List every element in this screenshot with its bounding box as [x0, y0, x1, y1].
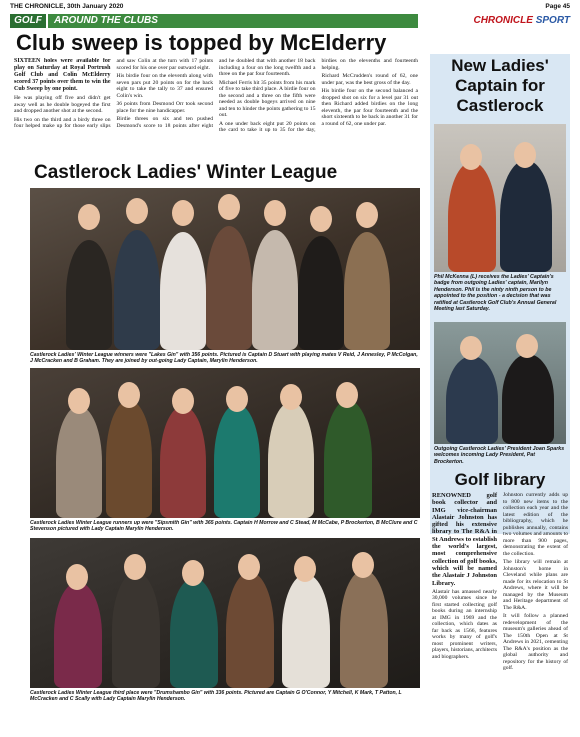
story-paragraph: Birdie threes on six and ten pushed Desmond's score to 18 points after eight and he doubled that with another 18 back including a four on the long twelfth and a three on the par four fourteenth. [116, 58, 316, 129]
ladies-president-caption: Outgoing Castlerock Ladies' President Joan Sparks welcomes incoming Lady President, Pat Brockerton. [434, 446, 565, 465]
masthead [10, 3, 570, 13]
sidebar-title: New Ladies' Captain for Castlerock [451, 56, 549, 115]
photo-caption: Castlerock Ladies Winter League third place were "Drumshambo Gin" with 336 points. Pictured are Captain G O'Connor, Y Mitchell, K Mark, T Patton, L McCracken and C Scally with Lady Captain Marylin Henderson. [30, 690, 402, 703]
golf-library-lead: RENOWNED golf book collector and IMG vice-chairman Alastair Johnston has gifted his extensive library to The R&A in St Andrews to establish the world's largest, most comprehensive collection of golf books, which will be named the Alastair J Johnston Library. [432, 492, 497, 587]
story-paragraph: His birdie four on the eleventh along with seven pars put 20 points on for the back eight to take the tally to 37 and ensured Colin's win. [116, 73, 213, 99]
library-paragraph: It will follow a planned redevelopment of the museum's galleries ahead of The 150th Open at St Andrews in 2021, cementing The R&A's position as the global authority and repository for the history of golf. [503, 613, 568, 671]
main-headline: Club sweep is topped by McElderry [16, 30, 387, 55]
winter-league-third-place-photo [30, 538, 420, 688]
story-paragraph: A one under back eight put 20 points on the card to take it up to 35 for the day, birdies on the elevenths and fourteenth helping. [219, 58, 418, 133]
brand-sport: SPORT [535, 15, 570, 26]
story-paragraph: Michael Ferris hit 35 points from his mark of five to take third place. A birdie four on the second and a three on the fifth were needed as double bogeys arrived on nine and ten to hinder the points gathering to 15 out. [219, 79, 316, 118]
winter-league-runners-up-photo [30, 368, 420, 518]
winter-league-title: Castlerock Ladies' Winter League [34, 162, 338, 183]
story-paragraph: Richard McCrudden's round of 62, one under par, was the best gross of the day. [321, 73, 418, 86]
library-paragraph: Johnston currently adds up to 800 new items to the collection each year and the latest edition of the bibliography, which he publishes annually, contains two volumes and amounts to more than 900 pages, demonstrating the extent of the collection. [503, 492, 568, 557]
story-paragraph: He was playing off five and didn't get away well as he double bogeyed the first and dropped another shot at the second. [14, 95, 111, 114]
winter-league-winners-photo [30, 188, 420, 350]
section-golf-label: GOLF [10, 14, 46, 28]
library-paragraph: Alastair has amassed nearly 30,000 volumes since he first started collecting golf books during an internship at IMG in 1969 and the collection, which dates as far back as 1566, features works by many of golf's most prominent writers, players, historians, architects and biographers. [432, 588, 497, 660]
page-number: Page 45 [545, 3, 570, 10]
photo-caption: Castlerock Ladies' Winter League winners were "Lakes Gin" with 356 points. Pictured is Captain D Stuart with playing mates V Reid, J Annesley, P McColgan, J McCracken and B Graham. They are joined by out-going Lady Captain, Marylin Henderson. [30, 352, 418, 365]
section-around-label: AROUND THE CLUBS [48, 14, 418, 28]
masthead-date: THE CHRONICLE, 30th January 2020 [10, 3, 124, 10]
library-paragraph: The library will remain at Johnston's home in Cleveland while plans are made for its relocation to St Andrews, where it will be managed by the Museum and Heritage department of The R&A. [503, 559, 568, 611]
ladies-captain-caption: Phil McKenna (L) receives the Ladies' Captain's badge from outgoing Ladies' captain, Marilyn Henderson. Phil is the ninty ninth person to be appointed to the position - a decision that was ratified at Castlerock Golf Club's Annual General Meeting last Saturday. [434, 274, 557, 313]
story-paragraph: His two on the third and a birdy three on four helped make up for those early slips and saw Colin at the turn with 17 points scored for his one over par outward eight. [14, 58, 213, 129]
story-paragraph: His birdie four on the second balanced a dropped shot on six for a level par 31 out then Richard added birdies on the long eleventh, the par four fourteenth and the short sixteenth to be back in another 31 for a round of 62, one under par. [321, 88, 418, 127]
photo-caption: Castlerock Ladies Winter League runners up were "Sipsmith Gin" with 365 points. Captain H Morrow and C Stead, M McCabe, P Brockerton, B McClure and C Stevenson pictured with Lady Captain Marylin Henderson. [30, 520, 418, 533]
golf-library-title: Golf library [454, 470, 546, 489]
ladies-captain-photo [434, 124, 566, 272]
section-bar [10, 14, 570, 28]
story-paragraph: 36 points from Desmond Orr took second place for the nine handicapper. [116, 101, 213, 114]
golf-library-body [432, 492, 568, 732]
main-story-body [14, 58, 418, 162]
brand-chronicle: CHRONICLE [473, 15, 533, 26]
ladies-president-photo [434, 322, 566, 444]
brand-logo [473, 14, 570, 28]
main-story-lead: SIXTEEN holes were available for play on Saturday at Royal Portrush Golf Club and Colin McElderry scored 37 points over them to win the Cub Sweep by one point. [14, 58, 111, 92]
